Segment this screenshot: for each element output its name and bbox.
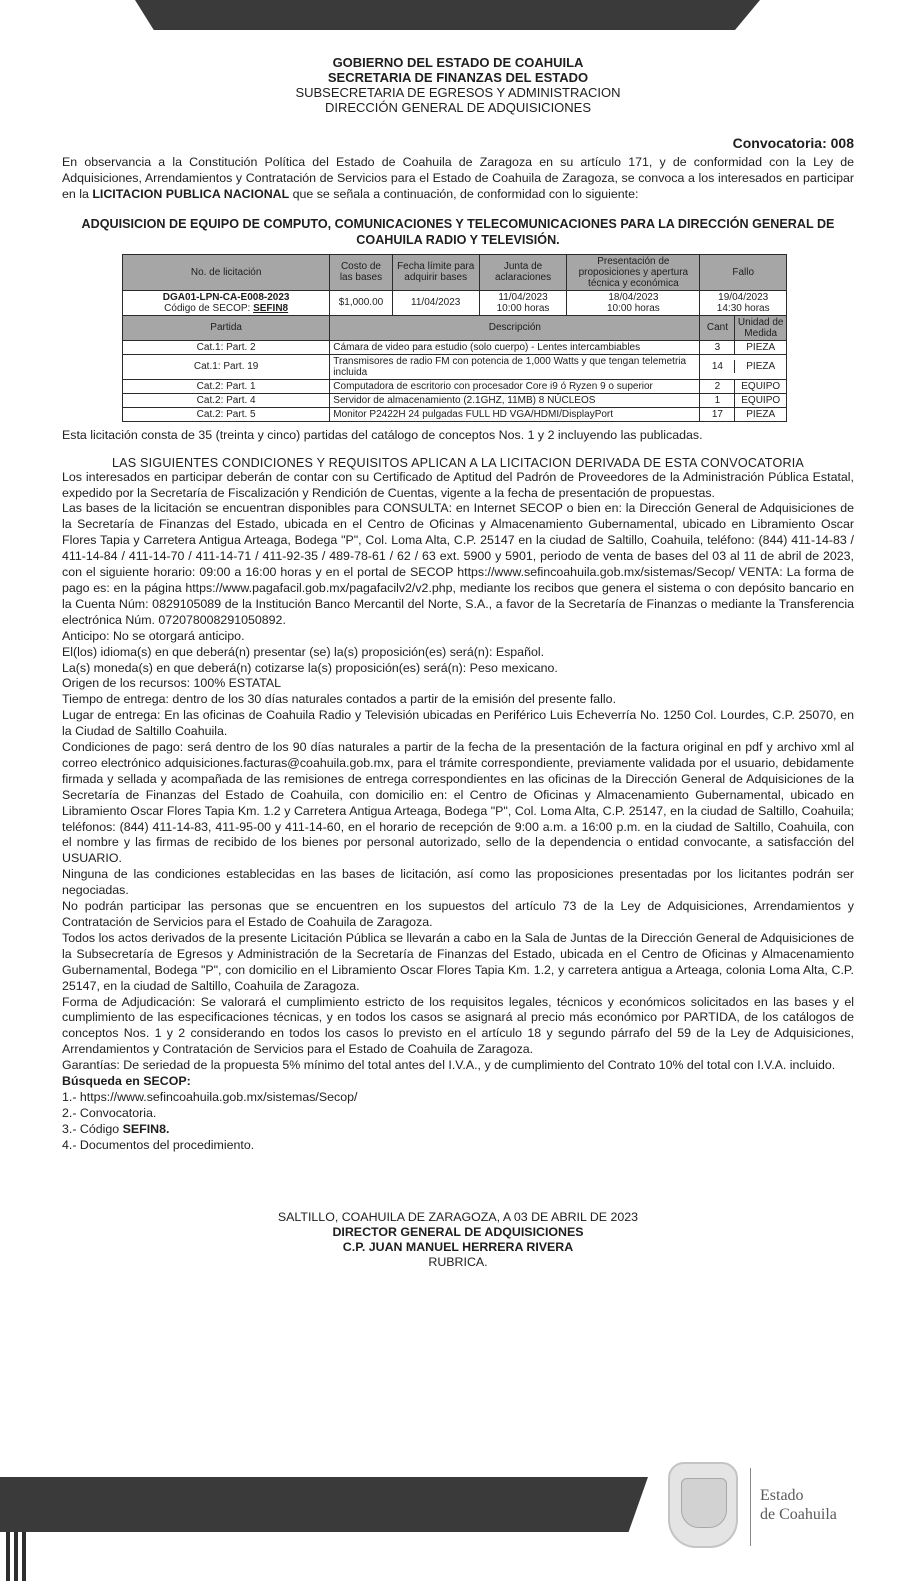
condition-paragraph: Tiempo de entrega: dentro de los 30 días naturales contados a partir de la emisión del presente fallo. — [62, 692, 617, 707]
signature-rubrica: RUBRICA. — [428, 1254, 488, 1269]
condition-paragraph: Forma de Adjudicación: Se valorará el cumplimiento estricto de los requisitos legales, técnicos y económicos solicitados en las bases y el cumplimiento de las especificaciones técnicas, y en todos los casos se asignará al precio más económico por PARTIDA, de los catálogos de conceptos Nos. 1 y 2 considerando en todos los casos lo previsto en el artículo 18 y segundo párrafo del 59 de la Ley de Adquisiciones, Arrendamientos y Contratación de Servicios para el Estado de Coahuila de Zaragoza. — [62, 994, 854, 1057]
convocatoria-number: Convocatoria: 008 — [732, 135, 854, 151]
item-cant-unidad — [700, 393, 787, 407]
presentacion-date: 18/04/2023 — [608, 291, 659, 303]
item-partida: Cat.1: Part. 2 — [123, 340, 330, 354]
item-cant-unidad — [700, 407, 787, 421]
costo-bases: $1,000.00 — [330, 290, 392, 315]
document-header — [62, 55, 854, 115]
item-unidad: EQUIPO — [741, 380, 781, 392]
secop-label: Código de SECOP: — [164, 302, 254, 314]
fallo-time: 14:30 horas — [716, 302, 770, 314]
intro-text-start: En observancia a la Constitución Política del Estado de Coahuila de Zaragoza en su artículo 171, y de conformidad con la Ley de Adquisiciones, Arrendamientos y Contratación de Servicios para el Estado de Coahuila de Zaragoza, se convoca a los interesados en participar en la — [62, 155, 854, 201]
summary-row — [123, 290, 787, 315]
item-cant: 17 — [700, 408, 735, 421]
items-header-row — [123, 315, 787, 340]
search-step-4: 4.- Documentos del procedimiento. — [62, 1137, 255, 1152]
signature-place-date: SALTILLO, COAHUILA DE ZARAGOZA, A 03 DE ABRIL DE 2023 — [277, 1209, 639, 1224]
item-cant-unidad — [700, 340, 787, 354]
item-partida: Cat.2: Part. 1 — [123, 379, 330, 393]
condition-paragraph: No podrán participar las personas que se encuentren en los supuestos del artículo 73 de la Ley de Adquisiciones, Arrendamientos y Contratación de Servicios para el Estado de Coahuila de Zaragoza. — [62, 899, 854, 929]
items-body — [123, 340, 787, 421]
table-row — [123, 354, 787, 379]
logo-text — [760, 1486, 837, 1524]
header-subsecretaria: SUBSECRETARIA DE EGRESOS Y ADMINISTRACION — [295, 85, 621, 100]
header-direccion: DIRECCIÓN GENERAL DE ADQUISICIONES — [324, 100, 592, 115]
signature-name: C.P. JUAN MANUEL HERRERA RIVERA — [342, 1239, 574, 1254]
fallo-cell — [700, 290, 787, 315]
summary-header-row — [123, 254, 787, 290]
table-row — [123, 407, 787, 421]
fecha-limite: 11/04/2023 — [392, 290, 479, 315]
col-no-licitacion: No. de licitación — [123, 254, 330, 290]
document-body — [62, 55, 854, 1270]
item-descripcion: Servidor de almacenamiento (2.1GHZ, 11MB) 8 NÚCLEOS — [330, 393, 700, 407]
intro-text-end: que se señala a continuación, de conformidad con lo siguiente: — [289, 186, 639, 201]
item-cant: 14 — [700, 360, 735, 373]
item-cant: 3 — [700, 341, 735, 354]
intro-bold-text: LICITACION PUBLICA NACIONAL — [92, 186, 290, 201]
secop-code: SEFIN8 — [253, 302, 289, 314]
junta-cell — [479, 290, 567, 315]
intro-paragraph — [62, 155, 854, 203]
condition-paragraph: Ninguna de las condiciones establecidas en las bases de licitación, así como las proposiciones presentadas por los licitantes podrán ser negociadas. — [62, 867, 854, 898]
presentacion-time: 10:00 horas — [606, 302, 660, 314]
condition-paragraph: Las bases de la licitación se encuentran disponibles para CONSULTA: en Internet SECOP o bien en: la Dirección General de Adquisiciones de la Secretaría de Finanzas del Estado, ubicada en el Centro de Oficinas y Almacenamiento Gubernamental, ubicado en Libramiento Oscar Flores Tapia y Carretera Antigua Arteaga, Bodega "P", Col. Loma Alta, C.P. 25147 en la ciudad de Saltillo, Coahuila, teléfono: (844) 411-14-83 / 411-14-84 / 411-14-70 / 411-14-71 / 411-92-35 / 489-78-61 / 62 / 63 ext. 5900 y 5901, periodo de venta de bases del 03 al 11 de abril de 2023, con el siguiente horario: 09:00 a 16:00 horas y en el portal de SECOP https://www.sefincoahuila.gob.mx/sistemas/Secop/ VENTA: La forma de pago es: en la página https://www.pagafacil.gob.mx/pagafacilv2/v2.php, mediante los recibos que genera el sistema o con depósito bancario en la Cuenta Núm: 0829105089 de la Institución Banco Mercantil del Norte, S.A., a favor de la Secretaría de Finanzas o mediante la Transferencia electrónica Núm. 072078008291050892. — [62, 501, 854, 627]
item-unidad: PIEZA — [746, 361, 776, 373]
search-step-1: 1.- https://www.sefincoahuila.gob.mx/sistemas/Secop/ — [62, 1089, 358, 1104]
fallo-date: 19/04/2023 — [718, 291, 769, 303]
col-junta: Junta de aclaraciones — [479, 254, 567, 290]
header-government: GOBIERNO DEL ESTADO DE COAHUILA — [332, 55, 584, 70]
condition-paragraph: Anticipo: No se otorgará anticipo. — [62, 628, 245, 643]
estado-coahuila-logo — [668, 1462, 898, 1562]
condition-paragraph: Los interesados en participar deberán de contar con su Certificado de Aptitud del Padrón de Proveedores de la Administración Pública Estatal, expedido por la Secretaría de Fiscalización y Rendición de Cuentas, vigente a la fecha de presentación de propuestas. — [62, 469, 854, 500]
secop-code-line — [126, 303, 326, 314]
col-unidad: Unidad de Medida — [737, 316, 784, 339]
search-step-3-code: SEFIN8. — [122, 1121, 170, 1136]
col-cant: Cant — [700, 316, 735, 340]
header-secretaria: SECRETARIA DE FINANZAS DEL ESTADO — [327, 70, 589, 85]
col-fecha-limite: Fecha límite para adquirir bases — [392, 254, 479, 290]
item-descripcion: Computadora de escritorio con procesador Core i9 ó Ryzen 9 o superior — [330, 379, 700, 393]
table-row — [123, 379, 787, 393]
top-decorative-band — [135, 0, 760, 30]
item-cant-unidad — [700, 379, 787, 393]
condition-paragraph: Garantías: De seriedad de la propuesta 5% mínimo del total antes del I.V.A., y de cumplimiento del Contrato 10% del total con I.V.A. incluido. — [62, 1058, 836, 1073]
item-cant-unidad — [700, 354, 787, 379]
condition-paragraph: Lugar de entrega: En las oficinas de Coahuila Radio y Televisión ubicadas en Periférico Luis Echeverría No. 1250 Col. Lourdes, C.P. 25070, en la Ciudad de Saltillo Coahuila. — [62, 708, 854, 739]
item-descripcion: Cámara de video para estudio (solo cuerpo) - Lentes intercambiables — [330, 340, 700, 354]
item-unidad: EQUIPO — [741, 394, 781, 406]
junta-time: 10:00 horas — [496, 302, 550, 314]
table-row — [123, 340, 787, 354]
signature-position: DIRECTOR GENERAL DE ADQUISICIONES — [332, 1224, 584, 1239]
col-cant-unidad — [700, 315, 787, 340]
condition-paragraph: Todos los actos derivados de la presente Licitación Pública se llevarán a cabo en la Sala de Juntas de la Dirección General de Adquisiciones de la Subsecretaría de Egresos y Administración de la Secretaría de Finanzas del Estado, ubicada en el Centro de Oficinas y Almacenamiento Gubernamental, Bodega "P", con domicilio en el Libramiento Oscar Flores Tapia Km. 1.2, y carretera antigua a Arteaga, colonia Loma Alta, C.P. 25147, en la ciudad de Saltillo, Coahuila de Zaragoza. — [62, 930, 854, 993]
signature-block — [62, 1210, 854, 1270]
conditions-title: LAS SIGUIENTES CONDICIONES Y REQUISITOS APLICAN A LA LICITACION DERIVADA DE ESTA CONVOCATORIA — [111, 455, 805, 470]
item-descripcion: Transmisores de radio FM con potencia de 1,000 Watts y que tengan telemetria incluida — [330, 354, 700, 379]
item-descripcion: Monitor P2422H 24 pulgadas FULL HD VGA/HDMI/DisplayPort — [330, 407, 700, 421]
search-step-3-prefix: 3.- Código — [62, 1121, 123, 1136]
bottom-decorative-band — [0, 1477, 648, 1532]
search-title: Búsqueda en SECOP: — [62, 1074, 191, 1089]
item-cant: 2 — [700, 380, 735, 393]
item-unidad: PIEZA — [746, 341, 776, 353]
junta-date: 11/04/2023 — [498, 291, 548, 303]
licitacion-number: DGA01-LPN-CA-E008-2023 — [162, 291, 290, 303]
condition-paragraph: Condiciones de pago: será dentro de los 90 días naturales a partir de la fecha de la presentación de la factura original en pdf y archivo xml al correo electrónico adquisiciones.facturas@coahuila.gob.mx, para el trámite correspondiente, previamente validada por el usuario, debidamente firmada y sellada y acompañada de las remisiones de entrega correspondientes en las oficinas de la Dirección General de Adquisiciones de la Secretaría de Finanzas del Estado de Coahuila, con domicilio en: el Centro de Oficinas y Almacenamiento Gubernamental, ubicado en Libramiento Oscar Flores Tapia Km. 1.2 y Carretera Antigua Arteaga, Bodega "P", Col. Loma Alta, C.P. 25147, en la ciudad de Saltillo, Coahuila; teléfonos: (844) 411-14-83, 411-95-00 y 411-14-60, en el horario de recepción de 9:00 a.m. a 16:00 p.m. en la ciudad de Saltillo, Coahuila, con el nombre y las firmas de recibido de los bienes por personal autorizado, sello de la dependencia o entidad convocante, a satisfacción del USUARIO. — [62, 740, 854, 866]
col-partida: Partida — [123, 315, 330, 340]
procurement-title: ADQUISICION DE EQUIPO DE COMPUTO, COMUNICACIONES Y TELECOMUNICACIONES PARA LA DIRECCIÓN GENERAL DE COAHUILA RADIO Y TELEVISIÓN. — [81, 216, 835, 247]
presentacion-cell — [567, 290, 700, 315]
item-partida: Cat.2: Part. 5 — [123, 407, 330, 421]
licitacion-number-cell — [123, 290, 330, 315]
item-unidad: PIEZA — [746, 408, 776, 420]
condition-paragraph: Origen de los recursos: 100% ESTATAL — [62, 676, 281, 691]
col-descripcion: Descripción — [330, 315, 700, 340]
item-cant: 1 — [700, 394, 735, 407]
table-row — [123, 393, 787, 407]
condition-paragraph: La(s) moneda(s) en que deberá(n) cotizarse la(s) proposición(es) será(n): Peso mexicano. — [62, 660, 558, 675]
condition-paragraph: El(los) idioma(s) en que deberá(n) presentar (se) la(s) proposición(es) será(n): Español. — [62, 644, 545, 659]
coat-of-arms-icon — [668, 1462, 738, 1548]
col-presentacion: Presentación de proposiciones y apertura técnica y económica — [567, 254, 700, 290]
item-partida: Cat.2: Part. 4 — [123, 393, 330, 407]
conditions-list — [62, 470, 854, 1074]
item-partida: Cat.1: Part. 19 — [123, 354, 330, 379]
search-step-3 — [62, 1122, 854, 1138]
partidas-note: Esta licitación consta de 35 (treinta y cinco) partidas del catálogo de conceptos Nos. 1 y 2 incluyendo las publicadas. — [62, 427, 703, 442]
col-fallo: Fallo — [700, 254, 787, 290]
tender-table — [122, 254, 787, 422]
logo-line-1: Estado — [760, 1487, 804, 1504]
logo-divider — [750, 1468, 751, 1546]
search-step-2: 2.- Convocatoria. — [62, 1105, 157, 1120]
col-costo: Costo de las bases — [330, 254, 392, 290]
logo-line-2: de Coahuila — [760, 1506, 837, 1523]
